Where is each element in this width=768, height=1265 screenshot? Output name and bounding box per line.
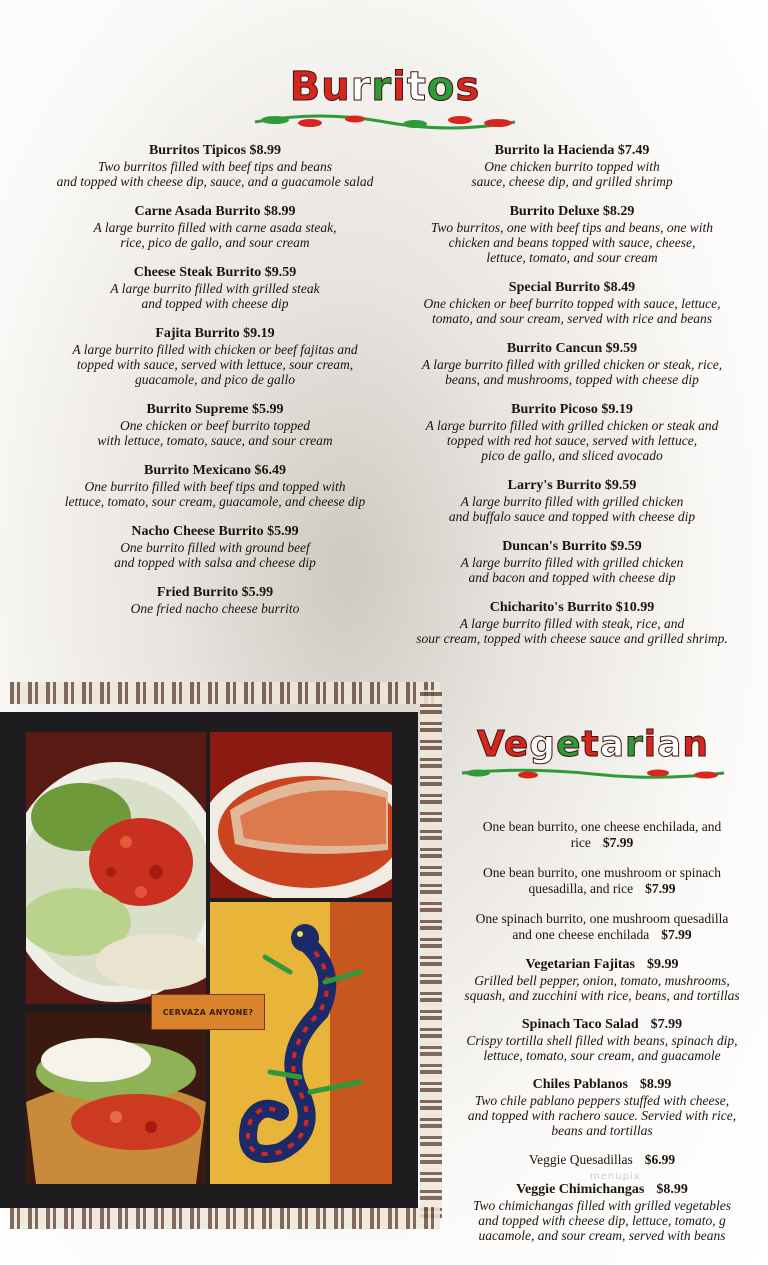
menu-item <box>22 265 408 311</box>
veg-combo-price: $7.99 <box>645 881 676 896</box>
title-letter: B <box>289 64 322 110</box>
menu-item-name: Burrito Picoso $9.19 <box>511 402 633 417</box>
menu-item-description: A large burrito filled with carne asada steak, <box>93 220 337 235</box>
title-letter: r <box>625 724 644 765</box>
menu-item-name: Burrito Deluxe $8.29 <box>509 204 635 219</box>
pepper-vine-decoration <box>250 110 520 132</box>
menu-item-description: chicken and beans topped with sauce, cheese, <box>448 235 696 250</box>
veg-item-price: $8.99 <box>639 1077 672 1092</box>
veg-item-name: Chiles Pablanos $8.99 <box>532 1077 672 1092</box>
menu-item-description: One burrito filled with ground beef <box>120 540 310 555</box>
menu-item-description: A large burrito filled with chicken or beef fajitas and <box>72 342 358 357</box>
vegetarian-title <box>458 724 728 781</box>
title-letter: e <box>503 724 530 765</box>
aztec-border-top <box>10 682 440 704</box>
veg-combo-item <box>440 819 764 851</box>
veg-item-description: and topped with rachero sauce. Servied with rice, <box>467 1108 737 1123</box>
veg-combo-item <box>440 911 764 943</box>
title-letter: r <box>350 64 372 110</box>
veg-chimichangas-name: Veggie Chimichangas $8.99 <box>516 1182 688 1197</box>
veg-combo-line: and one cheese enchilada $7.99 <box>512 927 692 942</box>
veg-chimichangas-description: Two chimichangas filled with grilled vegetables <box>472 1198 732 1213</box>
menu-item-description: A large burrito filled with grilled chicken <box>460 555 684 570</box>
cerveza-sign: CERVAZA ANYONE? <box>151 994 265 1030</box>
menu-item-description: lettuce, tomato, sour cream, guacamole, and cheese dip <box>64 494 366 509</box>
veg-chimichangas-price: $8.99 <box>656 1182 688 1197</box>
title-letter: s <box>455 64 481 110</box>
veg-menu-item <box>440 957 764 1003</box>
veg-chimichangas <box>440 1182 764 1243</box>
veg-item-name: Vegetarian Fajitas $9.99 <box>525 957 679 972</box>
menu-item-description: One chicken or beef burrito topped with sauce, lettuce, <box>423 296 721 311</box>
photo-collage <box>0 712 418 1208</box>
aztec-border-side <box>420 690 442 1218</box>
menu-item <box>397 600 747 646</box>
menu-item <box>397 402 747 463</box>
menu-item-description: and topped with cheese dip, sauce, and a guacamole salad <box>56 174 374 189</box>
menu-item-description: and bacon and topped with cheese dip <box>468 570 676 585</box>
veg-item-description: squash, and zucchini with rice, beans, and tortillas <box>464 988 740 1003</box>
burritos-right-column <box>397 143 747 661</box>
title-letter: n <box>682 724 710 765</box>
taco-salad-photo <box>26 732 206 1004</box>
menu-item-description: A large burrito filled with grilled steak <box>110 281 320 296</box>
veg-menu-item <box>440 1077 764 1138</box>
menu-item-description: A large burrito filled with grilled chicken <box>460 494 684 509</box>
menu-item-description: Two burritos filled with beef tips and beans <box>97 159 333 174</box>
menu-item <box>397 280 747 326</box>
taco-bowl-photo <box>26 1012 206 1184</box>
menu-item <box>397 341 747 387</box>
enchilada-photo <box>210 732 392 898</box>
menu-item-description: guacamole, and pico de gallo <box>134 372 296 387</box>
menu-item-description: pico de gallo, and sliced avocado <box>481 448 663 463</box>
title-letter: u <box>321 64 351 110</box>
title-letter: g <box>529 724 557 765</box>
menu-item-name: Cheese Steak Burrito $9.59 <box>133 265 297 280</box>
title-letter: a <box>657 724 683 765</box>
menu-item-description: rice, pico de gallo, and sour cream <box>120 235 310 250</box>
menu-item-name: Duncan's Burrito $9.59 <box>502 539 642 554</box>
menu-item-description: sauce, cheese dip, and grilled shrimp <box>471 174 673 189</box>
menu-item-name: Carne Asada Burrito $8.99 <box>134 204 296 219</box>
veg-quesadillas: Veggie Quesadillas $6.99 <box>528 1152 676 1167</box>
menu-item-name: Burritos Tipicos $8.99 <box>148 143 282 158</box>
menu-item-description: One chicken or beef burrito topped <box>119 418 311 433</box>
menu-item-name: Larry's Burrito $9.59 <box>507 478 637 493</box>
veg-chimichangas-description: uacamole, and sour cream, served with beans <box>478 1228 726 1243</box>
menu-item <box>397 204 747 265</box>
veg-item-description: Two chile pablano peppers stuffed with cheese, <box>474 1093 730 1108</box>
veg-combo-line: One bean burrito, one mushroom or spinach <box>482 865 722 880</box>
menu-item <box>22 402 408 448</box>
menu-item-name: Fried Burrito $5.99 <box>156 585 274 600</box>
menu-item-name: Burrito Supreme $5.99 <box>146 402 284 417</box>
menu-item <box>22 204 408 250</box>
vegetarian-title-text <box>458 724 728 765</box>
menu-item-description: and topped with salsa and cheese dip <box>114 555 316 570</box>
menu-item <box>22 585 408 616</box>
veg-menu-item <box>440 1017 764 1063</box>
menu-item-description: topped with sauce, served with lettuce, sour cream, <box>76 357 354 372</box>
menu-item-description: A large burrito filled with steak, rice, and <box>459 616 685 631</box>
menu-item-description: A large burrito filled with grilled chicken or steak and <box>425 418 719 433</box>
watermark: menupix <box>590 1171 641 1182</box>
menu-item-description: lettuce, tomato, and sour cream <box>486 250 658 265</box>
veg-combo-line: One bean burrito, one cheese enchilada, and <box>482 819 722 834</box>
veg-item-description: beans and tortillas <box>551 1123 653 1138</box>
menu-item-name: Special Burrito $8.49 <box>508 280 636 295</box>
title-letter: V <box>476 724 504 765</box>
menu-item <box>22 463 408 509</box>
menu-item <box>22 143 408 189</box>
title-letter: o <box>427 64 456 110</box>
title-letter: a <box>599 724 625 765</box>
veg-combo-line: rice $7.99 <box>570 835 634 850</box>
menu-item-description: A large burrito filled with grilled chicken or steak, rice, <box>421 357 723 372</box>
menu-item-description: One burrito filled with beef tips and topped with <box>84 479 346 494</box>
veg-item-price: $7.99 <box>650 1017 683 1032</box>
menu-item-description: topped with red hot sauce, served with lettuce, <box>446 433 698 448</box>
veg-combo-line: quesadilla, and rice $7.99 <box>528 881 676 896</box>
lizard-art-photo <box>210 902 392 1184</box>
menu-item-description: and topped with cheese dip <box>141 296 289 311</box>
menu-item-name: Burrito la Hacienda $7.49 <box>494 143 650 158</box>
veg-combo-line: One spinach burrito, one mushroom quesadilla <box>475 911 729 926</box>
aztec-border-bottom <box>10 1207 440 1229</box>
menu-item-description: beans, and mushrooms, topped with cheese dip <box>445 372 699 387</box>
menu-item-description: Two burritos, one with beef tips and beans, one with <box>430 220 714 235</box>
menu-item <box>22 524 408 570</box>
veg-combo-item <box>440 865 764 897</box>
menu-item-name: Nacho Cheese Burrito $5.99 <box>131 524 299 539</box>
vegetarian-column <box>440 819 764 1257</box>
veg-item-description: Crispy tortilla shell filled with beans, spinach dip, <box>466 1033 738 1048</box>
menu-item <box>397 143 747 189</box>
menu-item-name: Fajita Burrito $9.19 <box>155 326 275 341</box>
veg-item-description: lettuce, tomato, sour cream, and guacamole <box>483 1048 721 1063</box>
menu-item-description: and buffalo sauce and topped with cheese dip <box>448 509 696 524</box>
veg-item-description: Grilled bell pepper, onion, tomato, mushrooms, <box>474 973 730 988</box>
menu-item <box>397 478 747 524</box>
veg-item-name: Spinach Taco Salad $7.99 <box>521 1017 683 1032</box>
title-letter: i <box>392 64 407 110</box>
menu-item-description: One chicken burrito topped with <box>484 159 660 174</box>
veg-item-price: $9.99 <box>647 957 679 972</box>
pepper-vine-decoration-2 <box>458 765 728 781</box>
menu-item-description: with lettuce, tomato, sauce, and sour cream <box>97 433 333 448</box>
menu-item-name: Chicharito's Burrito $10.99 <box>489 600 655 615</box>
title-letter: t <box>406 64 427 110</box>
title-letter: r <box>371 64 393 110</box>
burritos-title <box>240 64 530 132</box>
burritos-left-column <box>22 143 408 631</box>
veg-combo-price: $7.99 <box>602 835 634 850</box>
veg-quesadillas-price: $6.99 <box>644 1152 676 1167</box>
veg-combo-price: $7.99 <box>661 927 692 942</box>
menu-item <box>397 539 747 585</box>
veg-chimichangas-description: and topped with cheese dip, lettuce, tomato, g <box>478 1213 726 1228</box>
burritos-title-text <box>240 64 530 110</box>
title-letter: i <box>643 724 658 765</box>
menu-item <box>22 326 408 387</box>
title-letter: t <box>581 724 600 765</box>
title-letter: e <box>556 724 582 765</box>
menu-item-description: tomato, and sour cream, served with rice and beans <box>432 311 712 326</box>
menu-item-description: sour cream, topped with cheese sauce and grilled shrimp. <box>416 631 728 646</box>
menu-item-description: One fried nacho cheese burrito <box>130 601 300 616</box>
menu-item-name: Burrito Mexicano $6.49 <box>144 463 286 478</box>
menu-item-name: Burrito Cancun $9.59 <box>506 341 638 356</box>
